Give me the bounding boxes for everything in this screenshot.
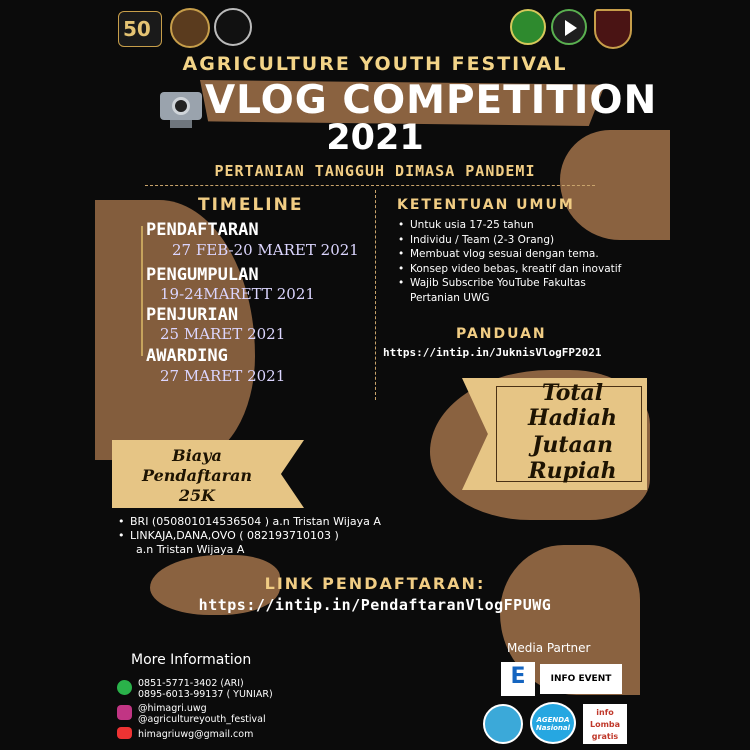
timeline-line: [141, 226, 143, 356]
ketentuan-item: • Wajib Subscribe YouTube Fakultas Pertanian UWG: [398, 276, 638, 305]
instagram-icon: [117, 705, 132, 720]
partner-mark: AGENDA Nasional: [535, 716, 571, 732]
biaya-line: Biaya: [172, 446, 222, 465]
play-icon: [565, 20, 577, 36]
competition-title: VLOG COMPETITION: [205, 78, 658, 123]
hadiah-line: Total: [541, 380, 604, 406]
email-icon: [117, 727, 132, 739]
ketentuan-heading: KETENTUAN UMUM: [397, 197, 575, 213]
timeline-date: 27 FEB-20 MARET 2021: [172, 241, 359, 259]
ketentuan-item: • Konsep video bebas, kreatif dan inovatif: [398, 262, 638, 277]
panduan-heading: PANDUAN: [456, 326, 547, 342]
anniversary-number: 50: [123, 17, 151, 41]
panduan-link[interactable]: https://intip.in/JuknisVlogFP2021: [383, 346, 602, 359]
payment-list: [118, 515, 381, 543]
festival-title: AGRICULTURE YOUTH FESTIVAL: [182, 53, 568, 75]
payment-bri: • BRI (050801014536504 ) a.n Tristan Wijaya A: [118, 515, 381, 529]
theme-subtitle: PERTANIAN TANGGUH DIMASA PANDEMI: [214, 162, 536, 180]
timeline-label: PENGUMPULAN: [146, 265, 259, 285]
instagram-1: @himagri.uwg: [138, 703, 207, 714]
partner-mark: E: [510, 664, 526, 689]
phone-2: 0895-6013-99137 ( YUNIAR): [138, 689, 273, 700]
faculty-logo: [214, 8, 252, 46]
partner-logo-play: [551, 9, 587, 45]
phone-1: 0851-5771-3402 (ARI): [138, 678, 244, 689]
registration-link[interactable]: https://intip.in/PendaftaranVlogFPUWG: [198, 596, 552, 614]
more-info-heading: More Information: [131, 652, 252, 668]
registration-heading: LINK PENDAFTARAN:: [264, 574, 486, 593]
competition-year: 2021: [326, 118, 424, 158]
partner-infomalang-logo: [483, 704, 523, 744]
payment-linkaja: • LINKAJA,DANA,OVO ( 082193710103 ): [118, 529, 381, 543]
payment-linkaja-name: a.n Tristan Wijaya A: [136, 543, 245, 556]
university-logo: [170, 8, 210, 48]
timeline-date: 19-24MARETT 2021: [160, 285, 315, 303]
ketentuan-item: • Membuat vlog sesuai dengan tema.: [398, 247, 638, 262]
partner-eventmalang-logo: [501, 662, 535, 696]
ketentuan-item: • Individu / Team (2-3 Orang): [398, 233, 638, 248]
timeline-date: 27 MARET 2021: [160, 367, 286, 385]
column-divider: [375, 190, 376, 400]
partner-agenda-logo: [530, 702, 576, 744]
biaya-line: Pendaftaran: [141, 466, 253, 485]
partner-infolomba-logo: [583, 704, 627, 744]
header-divider: [145, 185, 595, 186]
ketentuan-item: • Untuk usia 17-25 tahun: [398, 218, 638, 233]
timeline-date: 25 MARET 2021: [160, 325, 286, 343]
ketentuan-list: [398, 218, 638, 305]
partner-infoevent-logo: [540, 664, 622, 694]
hadiah-line: Hadiah: [527, 405, 618, 431]
timeline-label: PENJURIAN: [146, 305, 239, 325]
timeline-label: AWARDING: [146, 346, 228, 366]
hadiah-line: Rupiah: [528, 458, 617, 484]
partner-logo-shield: [594, 9, 632, 49]
anniversary-logo: [118, 11, 162, 47]
timeline-label: PENDAFTARAN: [146, 220, 259, 240]
instagram-2: @agricultureyouth_festival: [138, 714, 266, 725]
biaya-line: 25K: [178, 486, 216, 505]
timeline-heading: TIMELINE: [198, 195, 304, 215]
whatsapp-icon: [117, 680, 132, 695]
partner-mark: INFO EVENT: [550, 674, 612, 684]
email: himagriuwg@gmail.com: [138, 729, 254, 740]
hadiah-line: Jutaan: [531, 432, 614, 458]
partner-mark: info Lomba gratis: [589, 708, 621, 741]
media-partner-heading: Media Partner: [507, 641, 591, 655]
partner-logo-green: [510, 9, 546, 45]
